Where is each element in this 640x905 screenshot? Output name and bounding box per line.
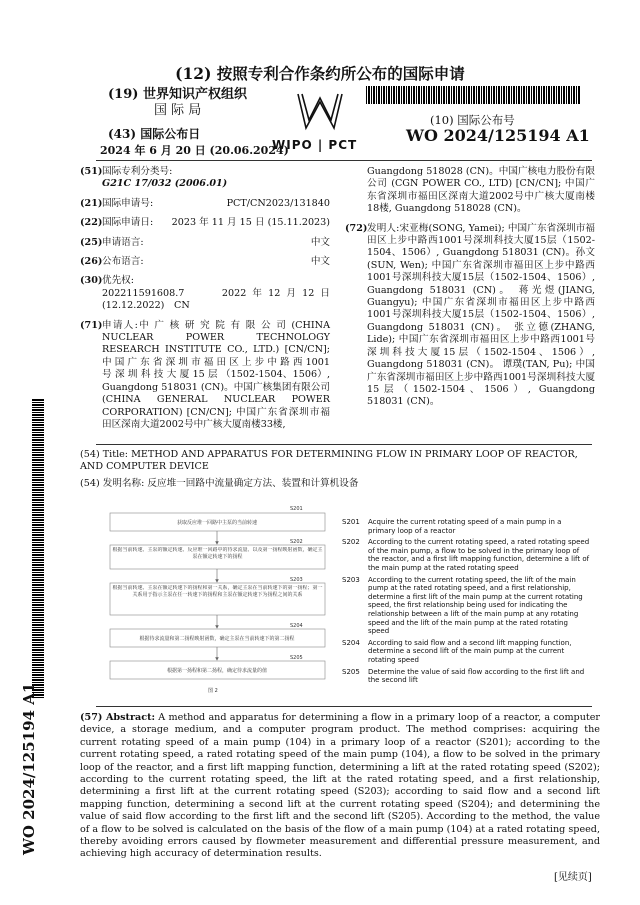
abstract-text: A method and apparatus for determining a flow in a primary loop of a reactor, a computer device, a storage medium, and a computer program product. The method comprises: acquiring the current rotating speed of a main pump (104) in a primary loop of a reactor (S201); according to the current rotating speed, a rated rotating speed of the main pump (104), a flow to be solved in the primary loop of the reactor, and a first lift mapping function, determining a lift at the rated rotating speed (S202); according to the current rotating speed, the lift at the rated rotating speed, and a first relationship, determining a first lift at the current rotating speed (S203); according to said flow and a second lift mapping function, determining a second lift at the current rotating speed (S204); and determining the value of said flow according to the first lift and the second lift (S205). According to the method, the value of a flow to be solved is calculated on the basis of the flow of a main pump (104) at a rated rotating speed, thereby avoiding errors caused by flowmeter measurement and differential pressure measurement, and achieving high accuracy of determination results. (80, 712, 600, 860)
field-21: (21) 国际申请号: PCT/CN2023/131840 (80, 197, 330, 209)
title-divider (96, 444, 592, 445)
ipc-value: G21C 17/032 (2006.01) (102, 178, 228, 190)
application-number: PCT/CN2023/131840 (226, 197, 330, 209)
flow-step-label: S201 (290, 506, 303, 512)
header-divider (96, 160, 592, 161)
org-number: (19) (108, 87, 139, 102)
flow-step-label: S205 (290, 655, 303, 661)
side-barcode (32, 398, 44, 698)
field-30: (30) 优先权: 202211591608.7 2022年12月12日 (12.12.2022) CN (80, 275, 330, 312)
abstract-label: (57) Abstract: (80, 712, 156, 723)
wipo-logo-icon (272, 88, 368, 136)
field-71-continued: Guangdong 518028 (CN)。中国广核电力股份有限公司 (CGN POWER CO., LTD) [CN/CN]; 中国广东省深圳市福田区深南大道2002号中广核大厦南楼18楼, Guangdong 518028 (CN)。 (367, 166, 595, 215)
wipo-pct-logo-text: WIPO | PCT (272, 138, 358, 152)
field-25: (25) 申请语言: 中文 (80, 236, 330, 248)
flow-step-label: S204 (290, 623, 303, 629)
flowchart-figure (100, 503, 335, 695)
org-name: 世界知识产权组织 (142, 87, 247, 102)
publication-date: 2024 年 6 月 20 日 (20.06.2024) (100, 144, 289, 157)
continued-marker: [见续页] (554, 872, 592, 883)
step-item: S203 According to the current rotating speed, the lift of the main pump at the rated rotating speed, and a first relationship, determine a first lift of the main pump at the current rotating speed, the first relationship being used for indicating the relationship between a lift of the main pump at any rotating speed and the lift of the main pump at the rated rotating speed (342, 575, 583, 636)
document-title: (12) 按照专利合作条约所公布的国际申请 (175, 64, 465, 83)
step-item: S202 According to the current rotating speed, a rated rotating speed of the main pump, a flow to be solved in the primary loop of the reactor, and a first lift mapping function, determine a lift of the main pump at the rated rotating speed (342, 538, 590, 572)
field-51: (51) 国际专利分类号: G21C 17/032 (2006.01) (80, 166, 330, 191)
inventors: 发明人:宋亚梅(SONG, Yamei); 中国广东省深圳市福田区上步中路西1001号深圳科技大厦15层（1502-1504、1506）, Guangdong 518031 (CN)。孙文(SUN, Wen); 中国广东省深圳市福田区上步中路西1001号深圳科技大厦15层（1502-1504、1506）, Guangdong 518031 (CN)。 蒋光煜(JIANG, Guangyu); 中国广东省深圳市福田区上步中路西1001号深圳科技大厦15层（1502-1504、1506）, Guangdong 518031 (CN)。 张立德(ZHANG, Lide); 中国广东省深圳市福田区上步中路西1001号深圳科技大厦15层（1502-1504、1506）, Guangdong 518031 (CN)。 谭璞(TAN, Pu); 中国广东省深圳市福田区上步中路西1001号深圳科技大厦15层（1502-1504、1506）, Guangdong 518031 (CN)。 (367, 222, 595, 408)
publication-number: WO 2024/125194 A1 (406, 126, 590, 145)
title-english: (54) Title: METHOD AND APPARATUS FOR DETERMINING FLOW IN PRIMARY LOOP OF REACTOR, AND COMPUTER DEVICE (80, 449, 578, 472)
applicants: 中 广 核 研 究 院 有 限 公 司 (CHINA NUCLEAR POWER TECHNOLOGY RESEARCH INSTITUTE CO., LTD.) [CN/CN]; 中 国 广 东 省 深 圳 市 福 田 区 上 步 中 路 西 1001 号 深 圳 科 技 大 厦 15 层 （1502-1504、1506）, Guangdong 518031 (CN)。中国广核集团有限公司(CHINA GENERAL NUCLEAR POWER CORPORATION) [CN/CN]; 中国广东省深圳市福田区深南大道2002号中广核大厦南楼33楼, (102, 319, 330, 430)
step-list (342, 518, 590, 688)
flow-box-text: 根据当前转速、主泵在额定转速下的扬程和第一关系，确定主泵在当前转速下的第一扬程；第一关系用于指示主泵在任一转速下的扬程和主泵在额定转速下为扬程之间的关系 (112, 585, 323, 598)
flow-step-label: S202 (290, 539, 303, 545)
abstract-divider (96, 706, 592, 707)
left-column (80, 166, 330, 438)
title-chinese: (54) 发明名称: 反应堆一回路中流量确定方法、装置和计算机设备 (80, 478, 359, 489)
field-71: (71) 申请人:中 广 核 研 究 院 有 限 公 司 (CHINA NUCLEAR POWER TECHNOLOGY RESEARCH INSTITUTE CO., LTD.) [CN/CN]; 中 国 广 东 省 深 圳 市 福 田 区 上 步 中 路 西 1001 号 深 圳 科 技 大 厦 15 层 （1502-1504、1506）, Guangdong 518031 (CN)。中国广核集团有限公司(CHINA GENERAL NUCLEAR POWER CORPORATION) [CN/CN]; 中国广东省深圳市福田区深南大道2002号中广核大厦南楼33楼, (80, 319, 330, 430)
side-publication-number: WO 2024/125194 A1 (20, 682, 38, 855)
flow-box-text: 根据待求流量和第二扬程映射函数，确定主泵在当前转速下的第二扬程 (139, 636, 295, 642)
top-barcode (366, 86, 580, 104)
org-bureau: 国 际 局 (154, 103, 202, 118)
flow-step-label: S203 (290, 577, 303, 583)
publication-number-label: (10) 国际公布号 (430, 113, 515, 127)
organization (108, 87, 247, 119)
right-column (345, 166, 595, 416)
flow-box-text: 根据第一扬程和第二扬程，确定待求流量的值 (166, 668, 268, 674)
flow-box-text: 根据当前转速、主泵的额定转速、反应堆一回路中的待求流量、以及第一扬程映射函数，确定主泵在额定转速下的扬程 (112, 547, 323, 560)
figure-caption: 图 2 (208, 688, 218, 694)
filing-date: 2023 年 11 月 15 日 (15.11.2023) (171, 217, 330, 229)
field-26: (26) 公布语言: 中文 (80, 256, 330, 268)
step-item: S205 Determine the value of said flow according to the first lift and the second lift (342, 667, 585, 685)
publication-date-label: (43) 国际公布日 (108, 127, 201, 141)
step-item: S201 Acquire the current rotating speed of a main pump in a primary loop of a reactor (342, 518, 562, 535)
step-item: S204 According to said flow and a second lift mapping function, determine a second lift of the main pump at the current rotating speed (342, 638, 572, 664)
field-22: (22) 国际申请日: 2023 年 11 月 15 日 (15.11.2023) (80, 217, 330, 229)
field-72: (72) 发明人:宋亚梅(SONG, Yamei); 中国广东省深圳市福田区上步中路西1001号深圳科技大厦15层（1502-1504、1506）, Guangdong 518031 (CN)。孙文(SUN, Wen); 中国广东省深圳市福田区上步中路西1001号深圳科技大厦15层（1502-1504、1506）, Guangdong 518031 (CN)。 蒋光煜(JIANG, Guangyu); 中国广东省深圳市福田区上步中路西1001号深圳科技大厦15层（1502-1504、1506）, Guangdong 518031 (CN)。 张立德(ZHANG, Lide); 中国广东省深圳市福田区上步中路西1001号深圳科技大厦15层（1502-1504、1506）, Guangdong 518031 (CN)。 谭璞(TAN, Pu); 中国广东省深圳市福田区上步中路西1001号深圳科技大厦15层（1502-1504、1506）, Guangdong 518031 (CN)。 (345, 222, 595, 408)
abstract (80, 712, 600, 861)
priority-value: 202211591608.7 2022年12月12日 (12.12.2022) CN (102, 287, 330, 312)
flow-box-text: 获取反应堆一回路中主泵的当前转速 (176, 520, 258, 526)
